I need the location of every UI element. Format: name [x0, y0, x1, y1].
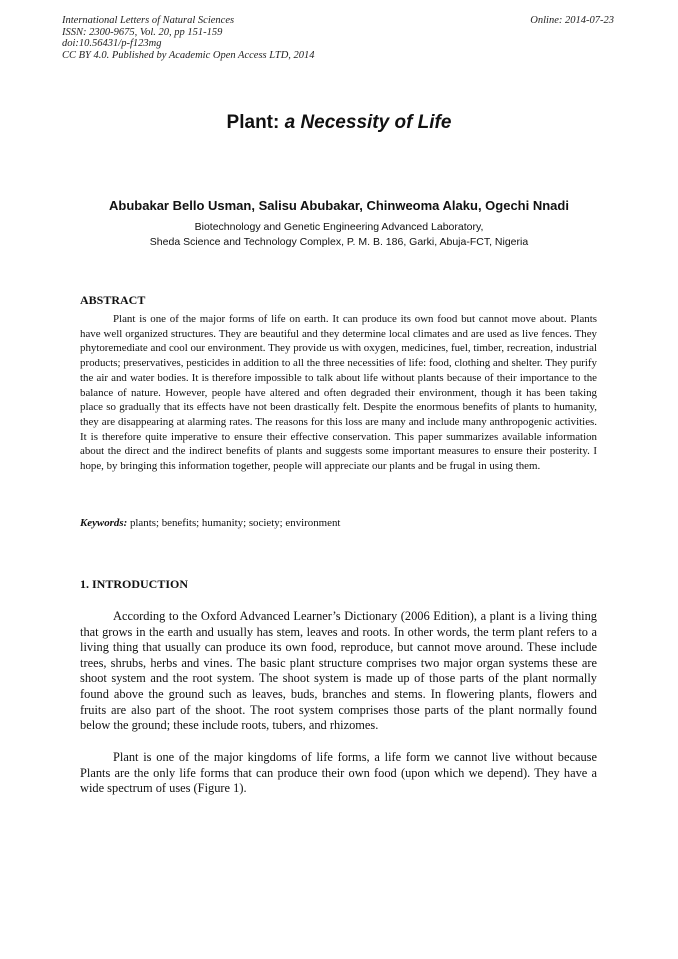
- keywords-line: [80, 516, 597, 530]
- online-date: Online: 2014-07-23: [530, 15, 614, 26]
- abstract-text: Plant is one of the major forms of life on earth. It can produce its own food but cannot move about. Plants have well organized structures. They are beautiful and they determine local climates and are used as live fences. They phytoremediate and cool our environment. They provide us with oxygen, medicines, fuel, timber, recreation, industrial products; preservatives, pesticides in addition to all the three necessities of life: food, clothing and shelter. They purify the air and water bodies. It is therefore impossible to talk about life without plants because of their importance to the balance of nature. However, people have altered and often degraded their environment, though it has been taking place so gradually that its effects have not been drastically felt. Despite the enormous benefits of plants to humanity, they are disappearing at alarming rates. The reasons for this loss are many and include many anthropogenic activities. It is therefore quite imperative to ensure their effective conservation. This paper summarizes available information about the direct and the indirect benefits of plants and suggests some important measures to ensure their posterity. I hope, by bringing this information together, people will appreciate our plants and be frugal in using them.: [80, 313, 597, 473]
- affiliation-line-2: Sheda Science and Technology Complex, P. M. B. 186, Garki, Abuja-FCT, Nigeria: [149, 236, 529, 248]
- introduction-paragraph-2: Plant is one of the major kingdoms of life forms, a life form we cannot live without because Plants are the only life forms that can produce their own food (upon which we depend). They have a wide spectrum of uses (Figure 1).: [80, 750, 597, 796]
- introduction-paragraph-1: According to the Oxford Advanced Learner’s Dictionary (2006 Edition), a plant is a living thing that grows in the earth and usually has stem, leaves and roots. In other words, the term plant refers to a living thing that usually can produce its own food, reproduce, but cannot move around. These include trees, shrubs, herbs and vines. The basic plant structure comprises two major organ systems these are shoot system and the root system. The shoot system is made up of those parts of the plant normally found above the ground such as leaves, buds, branches and stems. In flowering plants, flowers and fruits are also part of the shoot. The root system comprises those parts of the plant normally found below the ground; these include roots, tubers, and rhizomes.: [80, 609, 597, 733]
- affiliation-line-1: Biotechnology and Genetic Engineering Advanced Laboratory,: [194, 221, 484, 233]
- keywords-text: plants; benefits; humanity; society; environment: [127, 517, 341, 529]
- issn-line: ISSN: 2300-9675, Vol. 20, pp 151-159: [62, 26, 223, 38]
- journal-header: [62, 15, 614, 61]
- license-line: CC BY 4.0. Published by Academic Open Access LTD, 2014: [62, 49, 315, 61]
- introduction-heading: 1. INTRODUCTION: [80, 577, 189, 591]
- affiliation: [0, 220, 678, 250]
- keywords-label: Keywords: [80, 517, 124, 529]
- title-rest: a Necessity of Life: [284, 112, 452, 133]
- journal-name: International Letters of Natural Sciences: [62, 15, 235, 26]
- abstract-heading: ABSTRACT: [80, 293, 146, 307]
- doi-line: doi:10.56431/p-f123mg: [62, 38, 162, 49]
- paper-title: [0, 112, 678, 134]
- title-main: Plant:: [226, 112, 280, 133]
- keywords-colon: :: [123, 517, 128, 529]
- author-list: Abubakar Bello Usman, Salisu Abubakar, Chinweoma Alaku, Ogechi Nnadi: [109, 198, 569, 213]
